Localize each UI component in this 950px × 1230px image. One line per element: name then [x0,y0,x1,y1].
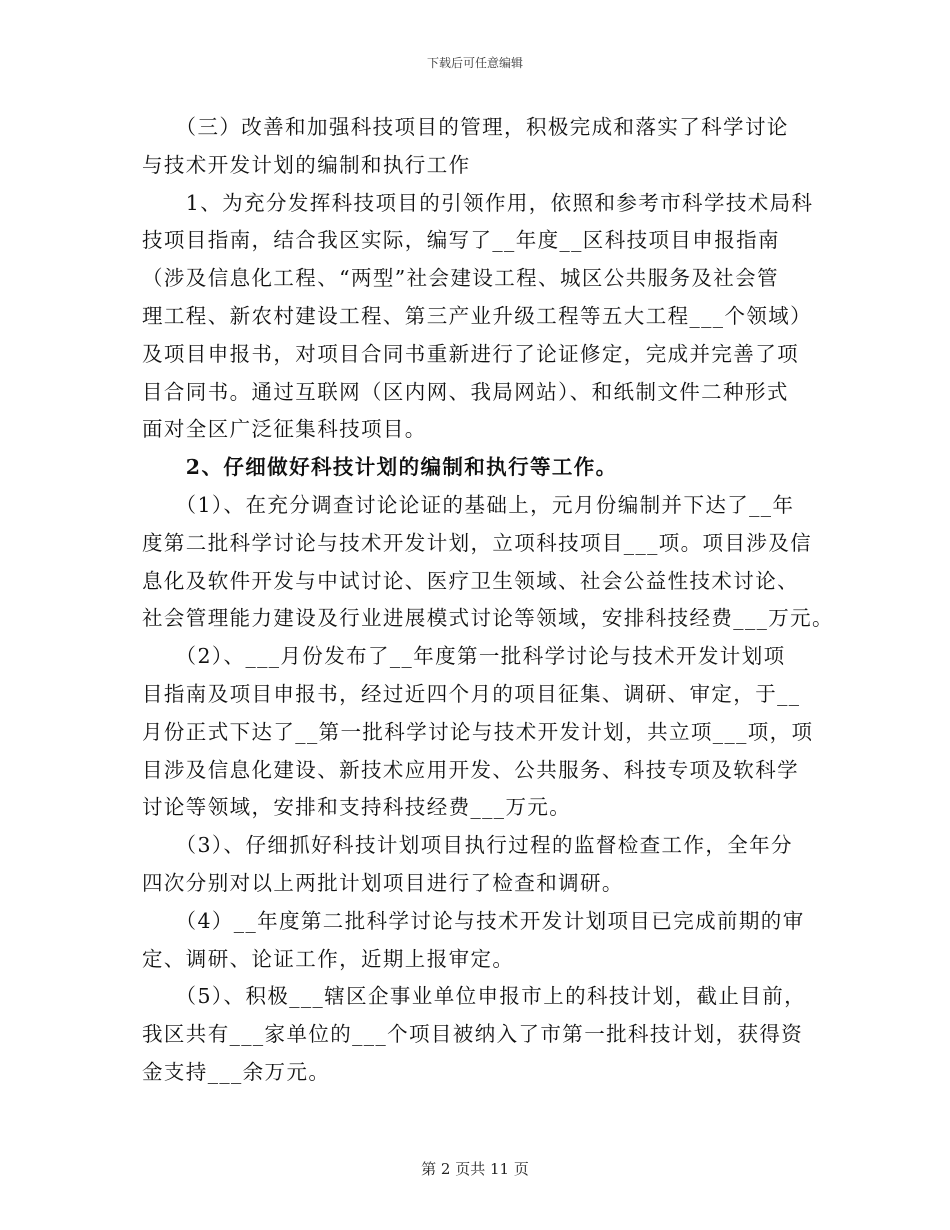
text-line: （三）改善和加强科技项目的管理，积极完成和落实了科学讨论 [142,115,789,139]
paragraph-sub-1 [142,487,834,638]
document-body [142,109,834,1092]
paragraph-sub-3 [142,827,810,903]
text-line: 目合同书。通过互联网（区内网、我局网站）、和纸制文件二种形式 [142,379,789,404]
text-line: （5）、积极___辖区企事业单位申报市上的科技计划，截止目前， [142,984,806,1009]
page-header: 下载后可任意编辑 [426,56,523,70]
text-line: 理工程、新农村建设工程、第三产业升级工程等五大工程___个领域） [142,303,813,328]
text-line: 技项目指南，结合我区实际，编写了__年度__区科技项目申报指南 [142,228,780,253]
text-line: 定、调研、论证工作，近期上报审定。 [142,946,515,971]
paragraph-sub-4 [142,903,810,979]
paragraph-section-3 [142,109,810,185]
text-line: （2）、___月份发布了__年度第一批科学讨论与技术开发计划项 [142,644,786,669]
text-line: （3）、仔细抓好科技计划项目执行过程的监督检查工作，全年分 [142,833,793,858]
text-line: 金支持___余万元。 [142,1059,331,1084]
paragraph-item-1 [142,185,814,450]
text-line: 讨论等领域，安排和支持科技经费___万元。 [142,795,572,820]
text-line: 与技术开发计划的编制和执行工作 [142,152,471,177]
text-line: 目涉及信息化建设、新技术应用开发、公共服务、科技专项及软科学 [142,757,799,782]
paragraph-sub-5 [142,978,810,1091]
text-line: 1、为充分发挥科技项目的引领作用，依照和参考市科学技术局科 [142,190,814,215]
text-line: 2、仔细做好科技计划的编制和执行等工作。 [142,455,618,480]
page-number: 第 2 页共 11 页 [421,1160,529,1178]
paragraph-sub-2 [142,638,814,827]
text-line: 息化及软件开发与中试讨论、医疗卫生领域、社会公益性技术讨论、 [142,568,799,593]
text-line: （涉及信息化工程、“两型”社会建设工程、城区公共服务及社会管 [142,266,779,291]
text-line: （1）、在充分调查讨论论证的基础上，元月份编制并下达了__年 [142,492,795,517]
text-line: 我区共有___家单位的___个项目被纳入了市第一批科技计划，获得资 [142,1022,804,1047]
text-line: 四次分别对以上两批计划项目进行了检查和调研。 [142,870,624,895]
text-line: 月份正式下达了__第一批科学讨论与技术开发计划，共立项___项，项 [142,719,814,744]
text-line: 目指南及项目申报书，经过近四个月的项目征集、调研、审定，于__ [142,681,801,706]
text-line: 面对全区广泛征集科技项目。 [142,417,427,442]
text-line: 度第二批科学讨论与技术开发计划，立项科技项目___项。项目涉及信 [142,530,813,555]
section-heading-2 [142,449,810,487]
text-line: （4）__年度第二批科学讨论与技术开发计划项目已完成前期的审 [142,908,805,933]
text-line: 社会管理能力建设及行业进展模式讨论等领域，安排科技经费___万元。 [142,606,834,631]
text-line: 及项目申报书，对项目合同书重新进行了论证修定，完成并完善了项 [142,341,799,366]
